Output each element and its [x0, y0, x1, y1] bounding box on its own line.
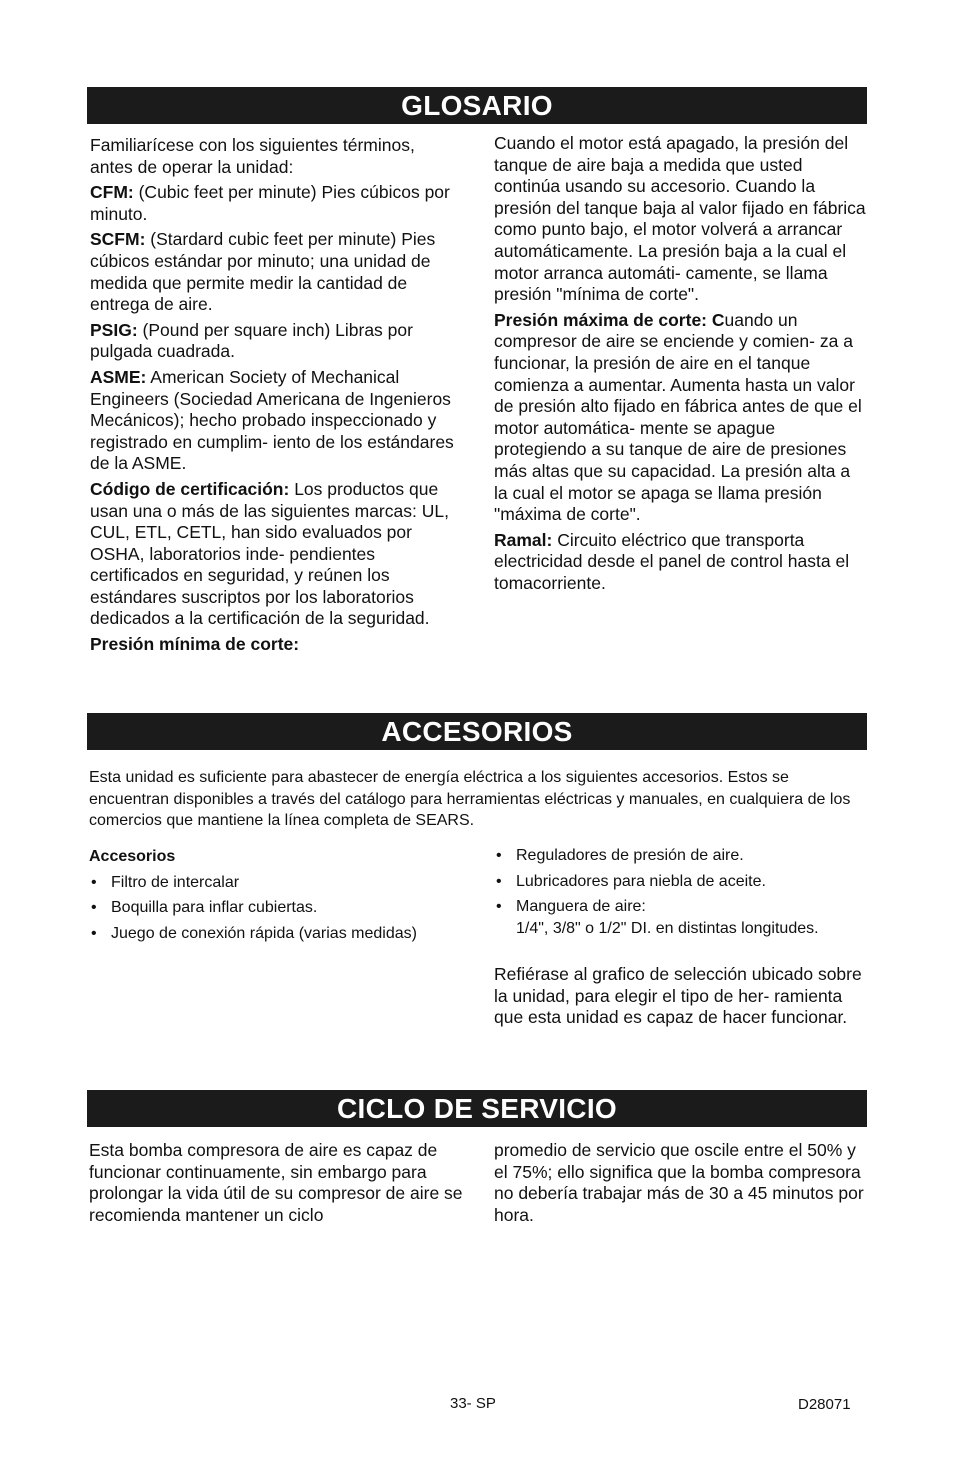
list-item: • Juego de conexión rápida (varias medidas) [89, 923, 419, 945]
list-item: • Manguera de aire: [494, 896, 866, 918]
list-item: • Reguladores de presión de aire. [494, 845, 866, 867]
glossary-def: uando un compresor de aire se enciende y comien- za a funcionar, la presión de aire en el tanque comienza a aumentar. Aumenta hasta un valor de presión alto fijado en fábrica antes de que el motor automática- mente se apague protegiendo a su tanque de aire de presiones más altas que su capacidad. La presión alta a la cual el motor se apaga se llama presión "máxima de corte". [494, 309, 862, 525]
accesorios-right-list [494, 845, 866, 939]
glosario-heading: GLOSARIO [87, 87, 867, 124]
accesorios-note: Refiérase al grafico de selección ubicado sobre la unidad, para elegir el tipo de her- ramienta que esta unidad es capaz de hacer funcionar. [494, 964, 862, 1028]
glossary-entry-ramal [494, 530, 866, 595]
glosario-left-column [90, 135, 462, 660]
glossary-term: SCFM: [90, 229, 146, 250]
list-item: • Lubricadores para niebla de aceite. [494, 871, 866, 893]
glossary-entry-asme [90, 367, 462, 475]
glossary-def: American Society of Mechanical Engineers (Sociedad Americana de Ingenieros Mecánicos); hecho probado inspeccionado y registrado en cumplim- iento de los estándares de la ASME. [90, 366, 454, 474]
list-item: • Filtro de intercalar [89, 872, 419, 894]
accesorios-heading: ACCESORIOS [87, 713, 867, 750]
glossary-term: Presión máxima de corte: C [494, 309, 725, 330]
glossary-term: Código de certificación: [90, 478, 290, 499]
glosario-intro: Familiarícese con los siguientes términos, antes de operar la unidad: [90, 135, 415, 177]
glossary-term: PSIG: [90, 319, 138, 340]
glossary-def: Los productos que usan una o más de las siguientes marcas: UL, CUL, ETL, CETL, han sido evaluados por OSHA, laboratorios inde- pendientes certificados en seguridad, y reúnen los estándares suscriptos por los laboratorios dedicados a la certificación de la seguridad. [90, 478, 449, 629]
accesorios-list-right [494, 845, 866, 918]
glossary-entry-cfm [90, 182, 462, 225]
glossary-def: (Stardard cubic feet per minute) Pies cúbicos estándar por minuto; una unidad de medida que permite medir la cantidad de entrega de aire. [90, 229, 436, 315]
glossary-def: (Pound per square inch) Libras por pulgada cuadrada. [90, 319, 413, 362]
accesorios-intro: Esta unidad es suficiente para abastecer de energía eléctrica a los siguientes accesorios. Estos se encuentran disponibles a través del catálogo para herramientas eléctricas y manuales, en cualquiera de los comercios que mantiene la línea completa de SEARS. [89, 769, 851, 830]
glossary-term: Presión mínima de corte: [90, 634, 300, 655]
list-item: • Boquilla para inflar cubiertas. [89, 897, 419, 919]
ciclo-text-left: Esta bomba compresora de aire es capaz de funcionar continuamente, sin embargo para prolongar la vida útil de su compresor de aire se recomienda mantener un ciclo [89, 1140, 463, 1225]
accesorios-left-list [89, 846, 419, 948]
glossary-term: CFM: [90, 182, 134, 203]
glosario-right-column [494, 133, 866, 598]
glossary-def: (Cubic feet per minute) Pies cúbicos por minuto. [90, 182, 450, 224]
glossary-term: Ramal: [494, 529, 553, 550]
glossary-entry-presion-maxima [494, 310, 866, 526]
ciclo-heading: CICLO DE SERVICIO [87, 1090, 867, 1127]
hose-sizes: 1/4", 3/8" o 1/2" DI. en distintas longitudes. [516, 919, 819, 937]
glossary-def: Circuito eléctrico que transporta electricidad desde el panel de control hasta el tomacorriente. [494, 529, 850, 593]
glossary-entry-scfm [90, 229, 462, 315]
document-id: D28071 [798, 1396, 851, 1413]
ciclo-text-right: promedio de servicio que oscile entre el 50% y el 75%; ello significa que la bomba compresora no debería trabajar más de 30 a 45 minutos por hora. [494, 1140, 864, 1225]
glossary-term: ASME: [90, 366, 147, 387]
glossary-entry-presion-minima-def: Cuando el motor está apagado, la presión del tanque de aire baja a medida que usted continúa usando su accesorio. Cuando la presión del tanque baja al valor fijado en fábrica como punto bajo, el motor volverá a arrancar automáticamente. La presión baja a la cual el motor arranca automáti- camente, se llama presión "mínima de corte". [494, 133, 866, 305]
glossary-entry-codigo [90, 479, 462, 630]
glossary-entry-presion-minima-term [90, 634, 462, 656]
accesorios-list-left [89, 872, 419, 945]
accesorios-list-heading: Accesorios [89, 848, 176, 865]
page-number: 33- SP [450, 1395, 496, 1412]
glossary-entry-psig [90, 320, 462, 363]
